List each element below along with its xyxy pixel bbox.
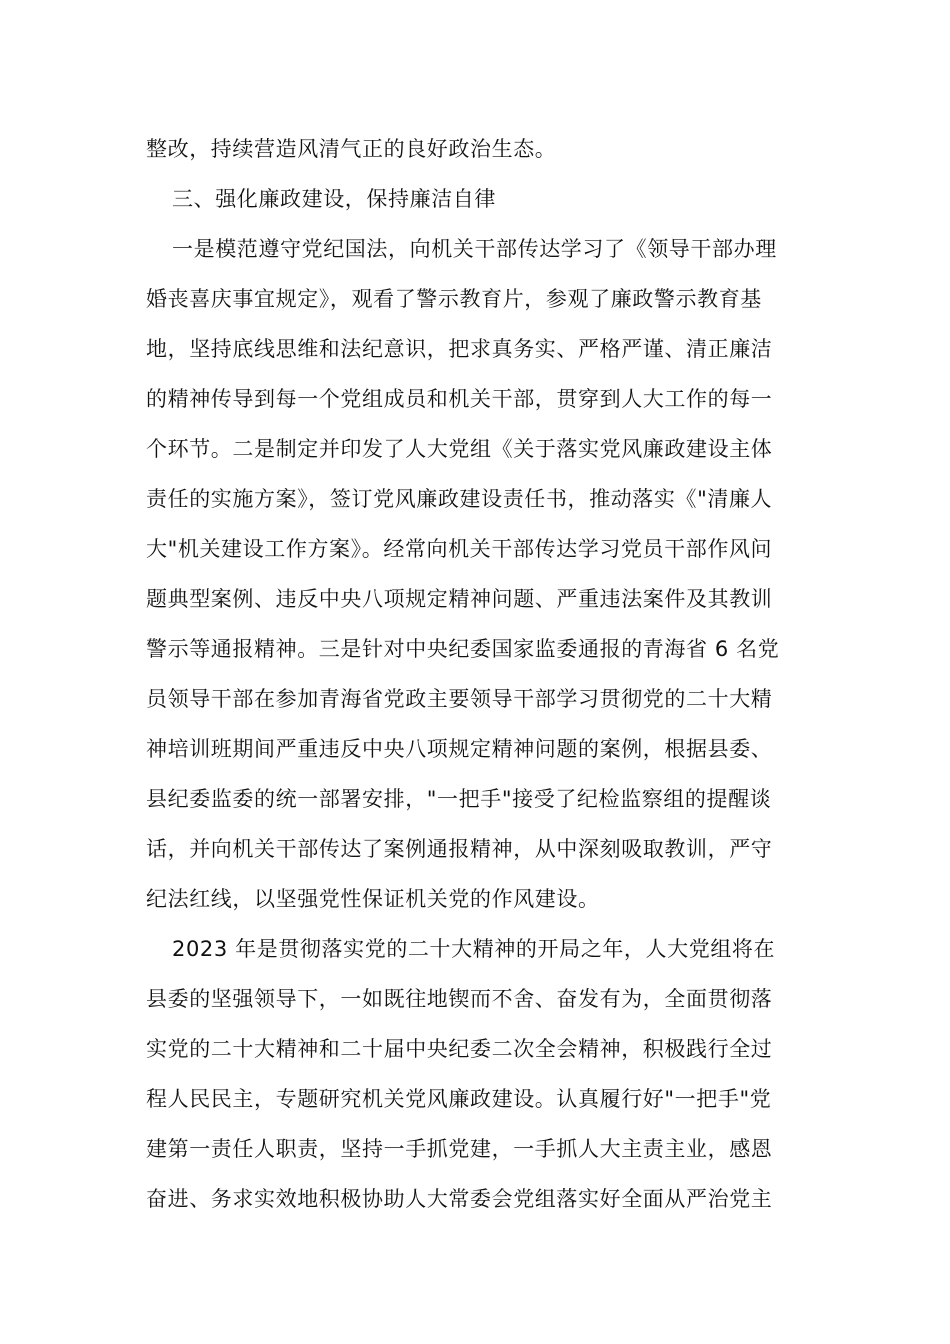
text-line: 整改，持续营造风清气正的良好政治生态。 xyxy=(146,137,557,161)
text-line: 县纪委监委的统一部署安排，"一把手"接受了纪检监察组的提醒谈 xyxy=(146,787,772,811)
text-line: 实党的二十大精神和二十届中央纪委二次全会精神，积极践行全过 xyxy=(146,1037,773,1061)
text-line: 神培训班期间严重违反中央八项规定精神问题的案例，根据县委、 xyxy=(146,737,773,761)
text-line: 奋进、务求实效地积极协助人大常委会党组落实好全面从严治党主 xyxy=(146,1187,773,1211)
section-heading: 三、强化廉政建设，保持廉洁自律 xyxy=(172,187,496,211)
text-line: 一是模范遵守党纪国法，向机关干部传达学习了《领导干部办理 xyxy=(172,237,777,261)
text-line: 责任的实施方案》，签订党风廉政建设责任书，推动落实《"清廉人 xyxy=(146,487,773,511)
text-line: 程人民民主，专题研究机关党风廉政建设。认真履行好"一把手"党 xyxy=(146,1087,772,1111)
text-line: 县委的坚强领导下，一如既往地锲而不舍、奋发有为，全面贯彻落 xyxy=(146,987,773,1011)
text-line: 话，并向机关干部传达了案例通报精神，从中深刻吸取教训，严守 xyxy=(146,837,773,861)
text-line: 纪法红线，以坚强党性保证机关党的作风建设。 xyxy=(146,887,600,911)
text-line: 的精神传导到每一个党组成员和机关干部，贯穿到人大工作的每一 xyxy=(146,387,773,411)
text-line: 题典型案例、违反中央八项规定精神问题、严重违法案件及其教训 xyxy=(146,587,773,611)
text-line: 个环节。二是制定并印发了人大党组《关于落实党风廉政建设主体 xyxy=(146,437,773,461)
text-line: 建第一责任人职责，坚持一手抓党建，一手抓人大主责主业，感恩 xyxy=(146,1137,773,1161)
text-line: 警示等通报精神。三是针对中央纪委国家监委通报的青海省 6 名党 xyxy=(146,637,780,661)
text-line: 大"机关建设工作方案》。经常向机关干部传达学习党员干部作风问 xyxy=(146,537,773,561)
text-line: 员领导干部在参加青海省党政主要领导干部学习贯彻党的二十大精 xyxy=(146,687,773,711)
text-line: 2023 年是贯彻落实党的二十大精神的开局之年，人大党组将在 xyxy=(172,937,776,961)
text-line: 婚丧喜庆事宜规定》，观看了警示教育片，参观了廉政警示教育基 xyxy=(146,287,762,311)
text-line: 地，坚持底线思维和法纪意识，把求真务实、严格严谨、清正廉洁 xyxy=(146,337,773,361)
